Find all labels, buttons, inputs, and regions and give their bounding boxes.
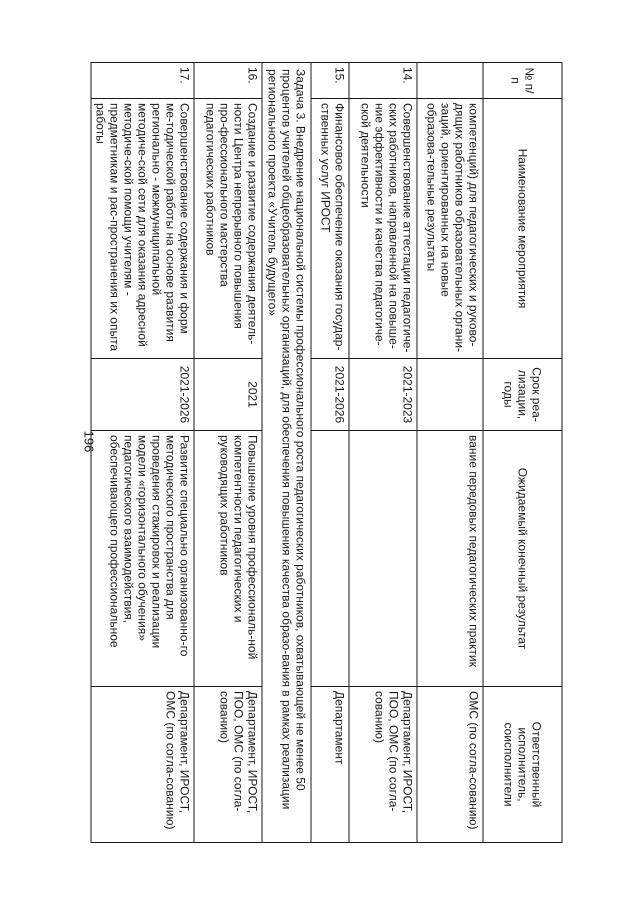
action-plan-table bbox=[91, 62, 563, 843]
row-responsible: Департамент bbox=[311, 687, 349, 843]
page-number: 196 bbox=[81, 430, 97, 453]
header-result: Ожидаемый конечный результат bbox=[483, 431, 562, 687]
header-term: Срок реа-лизации, годы bbox=[483, 359, 562, 431]
table-header-row bbox=[483, 63, 562, 843]
table-row-16 bbox=[194, 63, 262, 843]
table-row-17 bbox=[91, 63, 194, 843]
row-term: 2021-2026 bbox=[91, 359, 194, 431]
header-responsible: Ответственный исполнитель, соисполнители bbox=[483, 687, 562, 843]
table-row-15 bbox=[311, 63, 349, 843]
row-term: 2021-2023 bbox=[349, 359, 417, 431]
task-3-heading: Задача 3. Внедрение национальной системы профессионального роста педагогических работников, охватывающей не менее 50 процентов учителей общеобразовательных организаций, для обеспечения повышения качества образо-вания в рамках реализации регионального проекта «Учитель будущего» bbox=[262, 63, 311, 843]
header-num: № п/п bbox=[483, 63, 562, 99]
header-action: Наименование мероприятия bbox=[483, 99, 562, 359]
table-row-continuation bbox=[417, 63, 483, 843]
row-action: Финансовое обеспечение оказания государ-ственных услуг ИРОСТ bbox=[311, 99, 349, 359]
row-result: Повышение уровня профессиональ-ной компетентности педагогических и руководящих работников bbox=[194, 431, 262, 687]
row-term: 2021 bbox=[194, 359, 262, 431]
row-result bbox=[311, 431, 349, 687]
row-num: 17. bbox=[91, 63, 194, 99]
row-action: Создание и развитие содержания деятель-ности Центра непрерывного повышения про-фессионального мастерства педагогических работников bbox=[194, 99, 262, 359]
rotated-page-content bbox=[78, 62, 563, 842]
row-term bbox=[417, 359, 483, 431]
row-action: компетенций) для педагогических и руково-дящих работников образовательных органи-заций, ориентированных на новые образова-тельные результаты bbox=[417, 99, 483, 359]
row-num: 14. bbox=[349, 63, 417, 99]
row-result bbox=[349, 431, 417, 687]
row-num: 16. bbox=[194, 63, 262, 99]
row-responsible: Департамент, ИРОСТ, ПОО, ОМС (по согла-сованию) bbox=[194, 687, 262, 843]
row-responsible: ОМС (по согла-сованию) bbox=[417, 687, 483, 843]
row-result: вание передовых педагогических практик bbox=[417, 431, 483, 687]
row-term: 2021-2026 bbox=[311, 359, 349, 431]
table-row-task-3 bbox=[262, 63, 311, 843]
row-action: Совершенствование содержания и форм ме-тодической работы на основе развития регионально - межмуниципальной методиче-ской сети для оказания адресной методиче-ской помощи учителям - предметникам и рас-пространения их опыта работы bbox=[91, 99, 194, 359]
row-result: Развитие специально организованно-го методического пространства для проведения стажировок и реализации модели «горизонтального обучения» педагогического взаимодействия, обеспечивающего профессиональное bbox=[91, 431, 194, 687]
row-num bbox=[417, 63, 483, 99]
row-action: Совершенствование аттестации педагогиче-ских работников, направленной на повыше-ние эффективности и качества педагогиче-ской деятельности bbox=[349, 99, 417, 359]
row-num: 15. bbox=[311, 63, 349, 99]
row-responsible: Департамент, ИРОСТ, ОМС (по согла-сованию) bbox=[91, 687, 194, 843]
row-responsible: Департамент, ИРОСТ, ПОО, ОМС (по согла-сованию) bbox=[349, 687, 417, 843]
table-row-14 bbox=[349, 63, 417, 843]
